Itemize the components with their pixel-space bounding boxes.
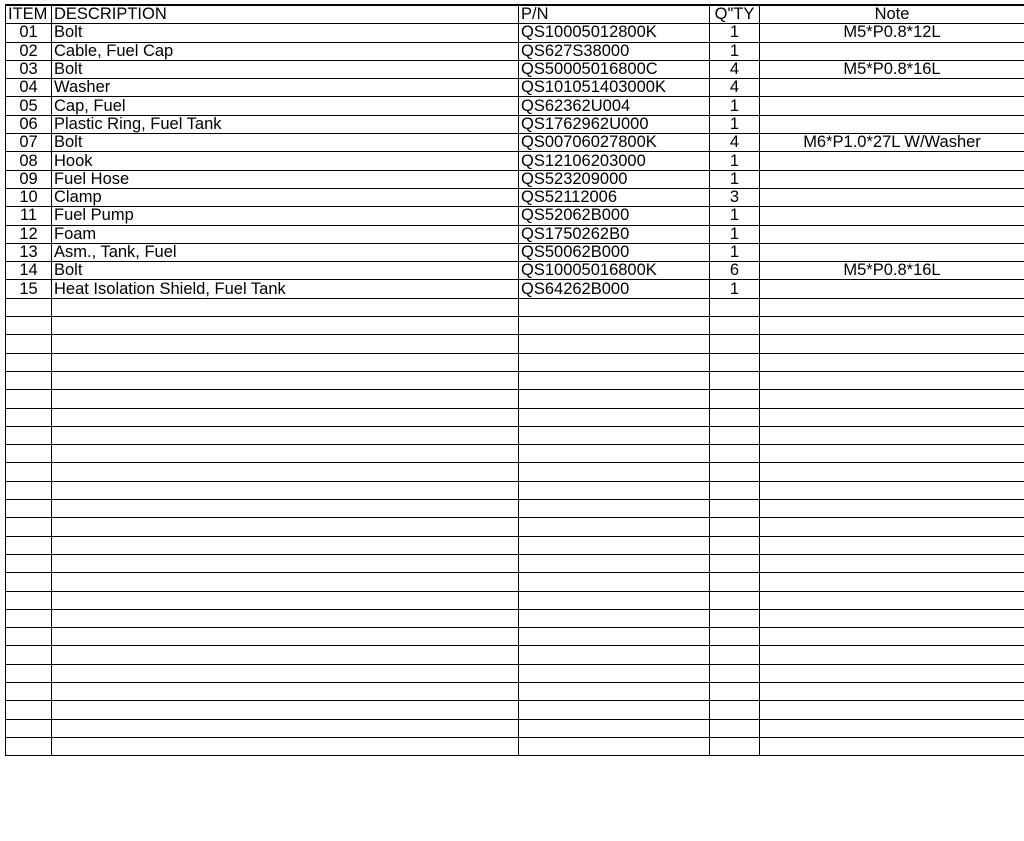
blank-cell-description [52, 664, 519, 682]
cell-note [760, 170, 1024, 188]
cell-description: Fuel Hose [52, 170, 519, 188]
blank-cell-description [52, 591, 519, 609]
blank-table-row [6, 408, 1024, 426]
table-row [6, 243, 1024, 261]
cell-pn: QS10005012800K [519, 24, 710, 42]
cell-item: 13 [6, 243, 52, 261]
blank-table-row [6, 536, 1024, 554]
blank-cell-note [760, 682, 1024, 700]
blank-cell-description [52, 701, 519, 719]
blank-cell-qty [710, 573, 760, 591]
cell-item: 01 [6, 24, 52, 42]
blank-cell-item [6, 664, 52, 682]
table-row [6, 79, 1024, 97]
blank-table-row [6, 500, 1024, 518]
blank-cell-item [6, 554, 52, 572]
blank-cell-pn [519, 536, 710, 554]
cell-description: Cable, Fuel Cap [52, 42, 519, 60]
cell-item: 08 [6, 152, 52, 170]
blank-cell-description [52, 646, 519, 664]
blank-cell-note [760, 573, 1024, 591]
blank-cell-qty [710, 536, 760, 554]
cell-description: Foam [52, 225, 519, 243]
blank-cell-pn [519, 371, 710, 389]
blank-table-row [6, 719, 1024, 737]
cell-description: Asm., Tank, Fuel [52, 243, 519, 261]
blank-cell-description [52, 719, 519, 737]
cell-pn: QS627S38000 [519, 42, 710, 60]
cell-pn: QS62362U004 [519, 97, 710, 115]
blank-cell-note [760, 664, 1024, 682]
cell-qty: 1 [710, 24, 760, 42]
blank-cell-qty [710, 701, 760, 719]
cell-note [760, 207, 1024, 225]
blank-cell-pn [519, 573, 710, 591]
table-body [6, 24, 1024, 756]
blank-cell-pn [519, 664, 710, 682]
cell-description: Washer [52, 79, 519, 97]
cell-qty: 1 [710, 152, 760, 170]
blank-cell-qty [710, 737, 760, 755]
blank-cell-note [760, 536, 1024, 554]
blank-table-row [6, 353, 1024, 371]
blank-table-row [6, 335, 1024, 353]
cell-description: Plastic Ring, Fuel Tank [52, 115, 519, 133]
blank-cell-description [52, 390, 519, 408]
blank-table-row [6, 554, 1024, 572]
blank-cell-pn [519, 701, 710, 719]
cell-note: M5*P0.8*16L [760, 60, 1024, 78]
blank-cell-qty [710, 609, 760, 627]
cell-item: 02 [6, 42, 52, 60]
blank-cell-note [760, 426, 1024, 444]
blank-cell-note [760, 371, 1024, 389]
blank-table-row [6, 664, 1024, 682]
blank-cell-item [6, 408, 52, 426]
cell-note: M6*P1.0*27L W/Washer [760, 134, 1024, 152]
cell-pn: QS50005016800C [519, 60, 710, 78]
cell-note [760, 280, 1024, 298]
cell-pn: QS52062B000 [519, 207, 710, 225]
cell-pn: QS1762962U000 [519, 115, 710, 133]
cell-pn: QS523209000 [519, 170, 710, 188]
blank-cell-description [52, 298, 519, 316]
cell-note [760, 188, 1024, 206]
blank-cell-item [6, 719, 52, 737]
cell-description: Cap, Fuel [52, 97, 519, 115]
blank-cell-pn [519, 463, 710, 481]
blank-cell-note [760, 335, 1024, 353]
blank-cell-note [760, 554, 1024, 572]
cell-pn: QS64262B000 [519, 280, 710, 298]
blank-cell-description [52, 408, 519, 426]
blank-cell-note [760, 591, 1024, 609]
blank-cell-note [760, 737, 1024, 755]
blank-cell-item [6, 335, 52, 353]
blank-cell-description [52, 335, 519, 353]
blank-table-row [6, 317, 1024, 335]
cell-item: 07 [6, 134, 52, 152]
blank-cell-item [6, 353, 52, 371]
table-row [6, 134, 1024, 152]
blank-cell-pn [519, 353, 710, 371]
cell-item: 11 [6, 207, 52, 225]
blank-cell-item [6, 737, 52, 755]
blank-cell-item [6, 536, 52, 554]
blank-table-row [6, 463, 1024, 481]
header-qty: Q"TY [710, 5, 760, 24]
blank-cell-note [760, 609, 1024, 627]
blank-cell-qty [710, 554, 760, 572]
blank-cell-note [760, 481, 1024, 499]
blank-cell-item [6, 646, 52, 664]
blank-cell-pn [519, 335, 710, 353]
blank-cell-pn [519, 682, 710, 700]
blank-cell-description [52, 609, 519, 627]
blank-table-row [6, 609, 1024, 627]
blank-cell-note [760, 390, 1024, 408]
blank-cell-description [52, 500, 519, 518]
cell-note [760, 225, 1024, 243]
cell-description: Heat Isolation Shield, Fuel Tank [52, 280, 519, 298]
blank-cell-description [52, 518, 519, 536]
blank-cell-qty [710, 408, 760, 426]
header-pn: P/N [519, 5, 710, 24]
blank-cell-qty [710, 719, 760, 737]
blank-cell-note [760, 298, 1024, 316]
blank-cell-pn [519, 500, 710, 518]
table-row [6, 115, 1024, 133]
cell-pn: QS101051403000K [519, 79, 710, 97]
cell-item: 15 [6, 280, 52, 298]
blank-cell-pn [519, 445, 710, 463]
table-row [6, 280, 1024, 298]
blank-cell-note [760, 646, 1024, 664]
blank-cell-description [52, 554, 519, 572]
cell-qty: 4 [710, 79, 760, 97]
blank-cell-qty [710, 518, 760, 536]
cell-qty: 6 [710, 262, 760, 280]
cell-description: Bolt [52, 134, 519, 152]
blank-cell-item [6, 682, 52, 700]
cell-note: M5*P0.8*16L [760, 262, 1024, 280]
blank-cell-description [52, 463, 519, 481]
blank-cell-note [760, 518, 1024, 536]
cell-qty: 1 [710, 243, 760, 261]
blank-cell-qty [710, 390, 760, 408]
blank-cell-item [6, 701, 52, 719]
blank-cell-item [6, 445, 52, 463]
cell-note [760, 115, 1024, 133]
cell-item: 04 [6, 79, 52, 97]
blank-cell-description [52, 445, 519, 463]
header-item: ITEM [6, 5, 52, 24]
blank-cell-item [6, 481, 52, 499]
blank-cell-description [52, 737, 519, 755]
blank-cell-qty [710, 353, 760, 371]
blank-cell-description [52, 628, 519, 646]
blank-table-row [6, 390, 1024, 408]
blank-cell-item [6, 628, 52, 646]
blank-cell-qty [710, 646, 760, 664]
cell-note [760, 97, 1024, 115]
cell-qty: 1 [710, 97, 760, 115]
cell-note [760, 152, 1024, 170]
cell-note [760, 42, 1024, 60]
blank-cell-item [6, 390, 52, 408]
blank-cell-item [6, 591, 52, 609]
blank-cell-description [52, 536, 519, 554]
cell-pn: QS10005016800K [519, 262, 710, 280]
blank-cell-pn [519, 554, 710, 572]
blank-cell-note [760, 463, 1024, 481]
blank-cell-description [52, 317, 519, 335]
blank-cell-pn [519, 646, 710, 664]
blank-cell-item [6, 371, 52, 389]
header-note: Note [760, 5, 1024, 24]
blank-cell-qty [710, 591, 760, 609]
blank-table-row [6, 371, 1024, 389]
blank-cell-qty [710, 481, 760, 499]
blank-cell-note [760, 317, 1024, 335]
blank-cell-pn [519, 719, 710, 737]
cell-note [760, 243, 1024, 261]
cell-description: Bolt [52, 24, 519, 42]
blank-table-row [6, 573, 1024, 591]
cell-qty: 4 [710, 60, 760, 78]
blank-cell-pn [519, 518, 710, 536]
blank-table-row [6, 628, 1024, 646]
cell-description: Fuel Pump [52, 207, 519, 225]
cell-note: M5*P0.8*12L [760, 24, 1024, 42]
blank-table-row [6, 737, 1024, 755]
blank-cell-description [52, 682, 519, 700]
table-row [6, 24, 1024, 42]
blank-cell-qty [710, 426, 760, 444]
cell-qty: 1 [710, 280, 760, 298]
cell-description: Clamp [52, 188, 519, 206]
blank-cell-qty [710, 317, 760, 335]
cell-pn: QS52112006 [519, 188, 710, 206]
blank-cell-qty [710, 682, 760, 700]
blank-cell-qty [710, 335, 760, 353]
blank-cell-note [760, 408, 1024, 426]
table-row [6, 60, 1024, 78]
blank-cell-note [760, 500, 1024, 518]
cell-pn: QS1750262B0 [519, 225, 710, 243]
blank-cell-description [52, 353, 519, 371]
blank-cell-item [6, 426, 52, 444]
cell-pn: QS00706027800K [519, 134, 710, 152]
blank-cell-note [760, 719, 1024, 737]
blank-cell-description [52, 481, 519, 499]
table-row [6, 262, 1024, 280]
blank-cell-pn [519, 737, 710, 755]
blank-cell-note [760, 353, 1024, 371]
blank-cell-pn [519, 481, 710, 499]
blank-cell-pn [519, 426, 710, 444]
blank-cell-qty [710, 628, 760, 646]
table-row [6, 207, 1024, 225]
table-row [6, 188, 1024, 206]
table-row [6, 97, 1024, 115]
blank-cell-note [760, 701, 1024, 719]
blank-cell-qty [710, 371, 760, 389]
blank-cell-pn [519, 298, 710, 316]
table-row [6, 170, 1024, 188]
blank-table-row [6, 591, 1024, 609]
blank-cell-description [52, 573, 519, 591]
blank-cell-pn [519, 408, 710, 426]
blank-cell-qty [710, 298, 760, 316]
blank-cell-pn [519, 390, 710, 408]
table-row [6, 225, 1024, 243]
blank-table-row [6, 518, 1024, 536]
cell-qty: 4 [710, 134, 760, 152]
blank-table-row [6, 298, 1024, 316]
blank-cell-item [6, 518, 52, 536]
blank-table-row [6, 481, 1024, 499]
blank-cell-item [6, 463, 52, 481]
table-row [6, 42, 1024, 60]
blank-cell-pn [519, 591, 710, 609]
cell-qty: 1 [710, 170, 760, 188]
blank-cell-item [6, 317, 52, 335]
cell-item: 09 [6, 170, 52, 188]
cell-description: Bolt [52, 60, 519, 78]
cell-item: 03 [6, 60, 52, 78]
cell-item: 06 [6, 115, 52, 133]
header-description: DESCRIPTION [52, 5, 519, 24]
blank-cell-qty [710, 463, 760, 481]
blank-cell-description [52, 426, 519, 444]
cell-item: 05 [6, 97, 52, 115]
cell-description: Bolt [52, 262, 519, 280]
blank-cell-item [6, 573, 52, 591]
cell-item: 14 [6, 262, 52, 280]
blank-cell-qty [710, 500, 760, 518]
blank-table-row [6, 701, 1024, 719]
blank-table-row [6, 646, 1024, 664]
blank-cell-qty [710, 664, 760, 682]
cell-item: 10 [6, 188, 52, 206]
table-header [6, 5, 1024, 24]
blank-cell-item [6, 500, 52, 518]
parts-list-table [5, 4, 1024, 756]
cell-pn: QS12106203000 [519, 152, 710, 170]
blank-cell-note [760, 628, 1024, 646]
cell-qty: 1 [710, 42, 760, 60]
cell-qty: 1 [710, 207, 760, 225]
header-row [6, 5, 1024, 24]
blank-cell-qty [710, 445, 760, 463]
cell-pn: QS50062B000 [519, 243, 710, 261]
cell-qty: 1 [710, 225, 760, 243]
blank-cell-description [52, 371, 519, 389]
blank-table-row [6, 682, 1024, 700]
cell-item: 12 [6, 225, 52, 243]
blank-table-row [6, 445, 1024, 463]
table-row [6, 152, 1024, 170]
cell-description: Hook [52, 152, 519, 170]
cell-qty: 3 [710, 188, 760, 206]
cell-note [760, 79, 1024, 97]
blank-cell-note [760, 445, 1024, 463]
blank-cell-pn [519, 317, 710, 335]
blank-cell-item [6, 609, 52, 627]
blank-table-row [6, 426, 1024, 444]
blank-cell-pn [519, 609, 710, 627]
blank-cell-item [6, 298, 52, 316]
blank-cell-pn [519, 628, 710, 646]
cell-qty: 1 [710, 115, 760, 133]
